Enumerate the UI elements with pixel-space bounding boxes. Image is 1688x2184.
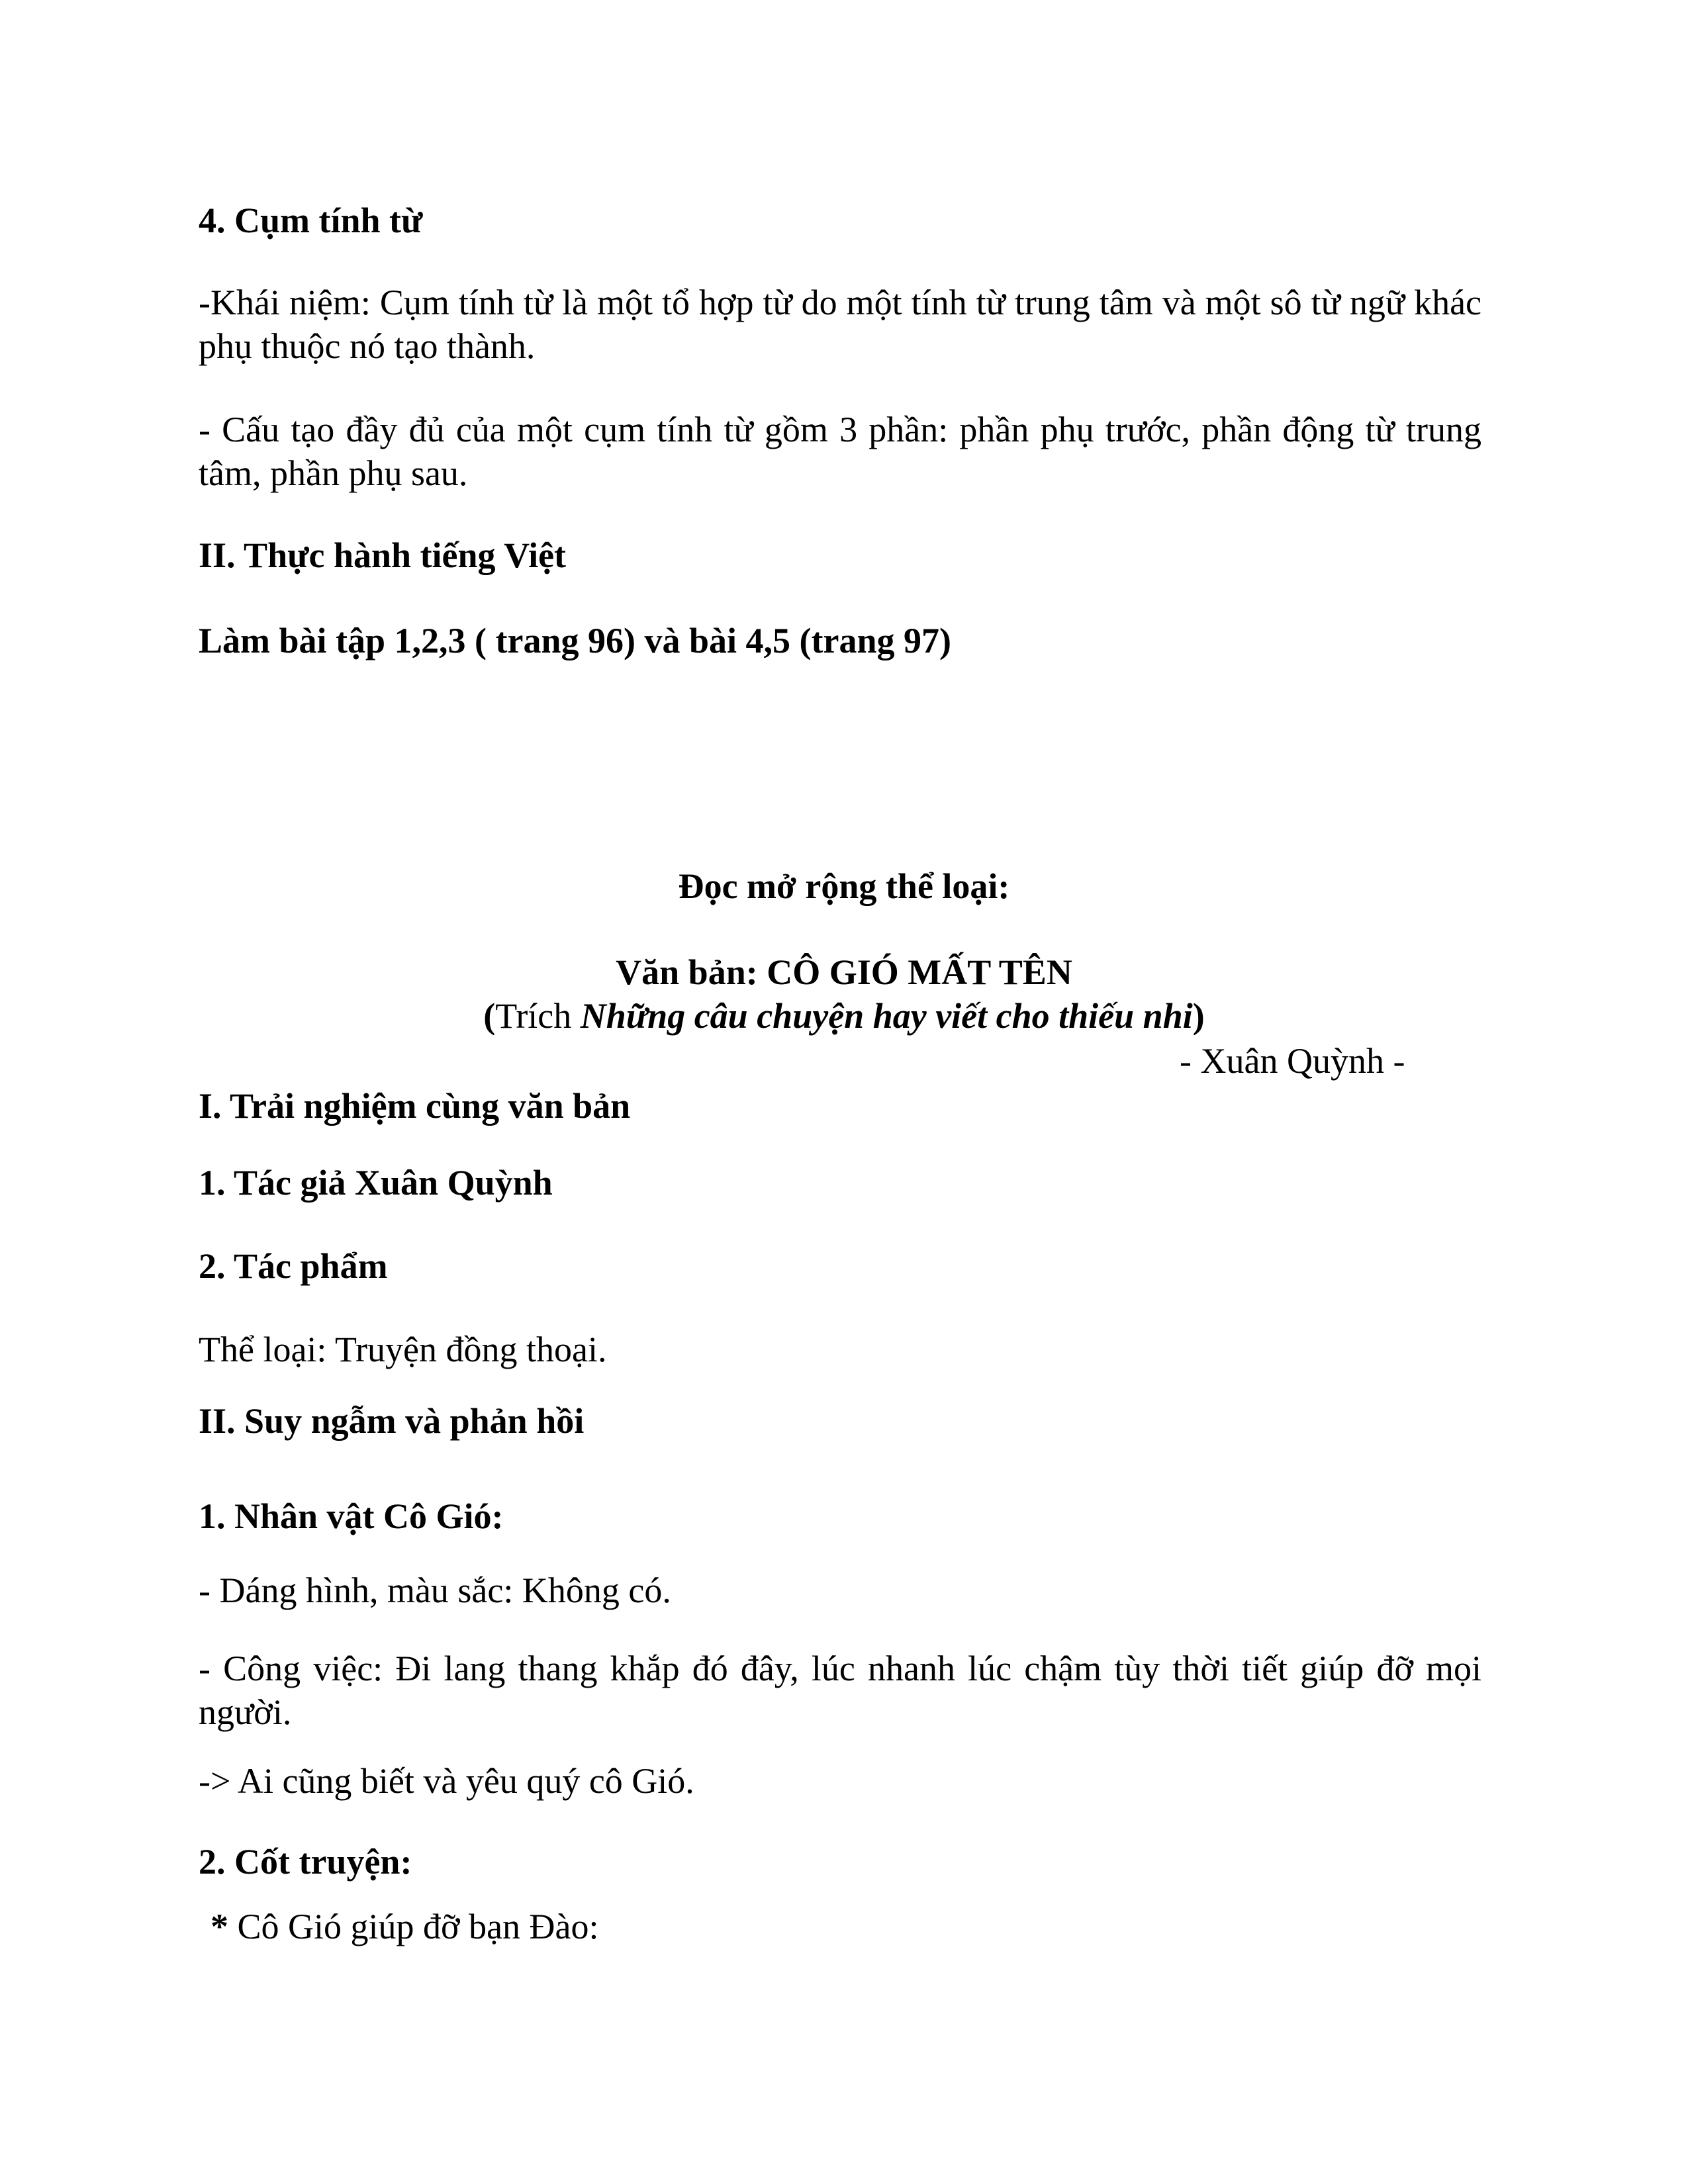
source-prefix: Trích [495, 996, 581, 1036]
plot-item-text: Cô Gió giúp đỡ bạn Đào: [228, 1907, 599, 1946]
plot-item [211, 1905, 599, 1948]
experience-heading: I. Trải nghiệm cùng văn bản [199, 1086, 631, 1126]
genre-line: Thể loại: Truyện đồng thoại. [199, 1330, 607, 1369]
appearance-line: - Dáng hình, màu sắc: Không có. [199, 1570, 671, 1610]
conclusion-line: -> Ai cũng biết và yêu quý cô Gió. [199, 1761, 694, 1801]
source-open-paren: ( [483, 996, 496, 1036]
exercise-line: Làm bài tập 1,2,3 ( trang 96) và bài 4,5 (trang 97) [199, 621, 951, 660]
source-book-title: Những câu chuyện hay viết cho thiếu nhi [580, 996, 1193, 1036]
extended-reading-label: Đọc mở rộng thể loại: [678, 866, 1010, 906]
text-title-label: Văn bản: CÔ GIÓ MẤT TÊN [616, 952, 1072, 992]
concept-paragraph: -Khái niệm: Cụm tính từ là một tổ hợp từ do một tính từ trung tâm và một sô từ ngữ khác phụ thuộc nó tạo thành. [199, 283, 1481, 366]
practice-heading: II. Thực hành tiếng Việt [199, 535, 567, 575]
text-title [0, 950, 1688, 994]
plot-heading: 2. Cốt truyện: [199, 1842, 412, 1882]
work-heading: 2. Tác phẩm [199, 1246, 388, 1286]
structure-paragraph: - Cấu tạo đầy đủ của một cụm tính từ gồm 3 phần: phần phụ trước, phần động từ trung tâm, phần phụ sau. [199, 410, 1481, 493]
character-heading: 1. Nhân vật Cô Gió: [199, 1496, 504, 1536]
reflection-heading: II. Suy ngẫm và phản hồi [199, 1401, 585, 1441]
source-close-paren: ) [1192, 996, 1205, 1036]
plot-item-marker: * [211, 1907, 228, 1946]
section-heading-adjective-phrase: 4. Cụm tính từ [199, 201, 423, 240]
source-line [0, 994, 1688, 1038]
author-heading: 1. Tác giả Xuân Quỳnh [199, 1163, 553, 1203]
job-paragraph: - Công việc: Đi lang thang khắp đó đây, lúc nhanh lúc chậm tùy thời tiết giúp đỡ mọi người. [199, 1649, 1481, 1732]
author-line: - Xuân Quỳnh - [1180, 1041, 1405, 1081]
